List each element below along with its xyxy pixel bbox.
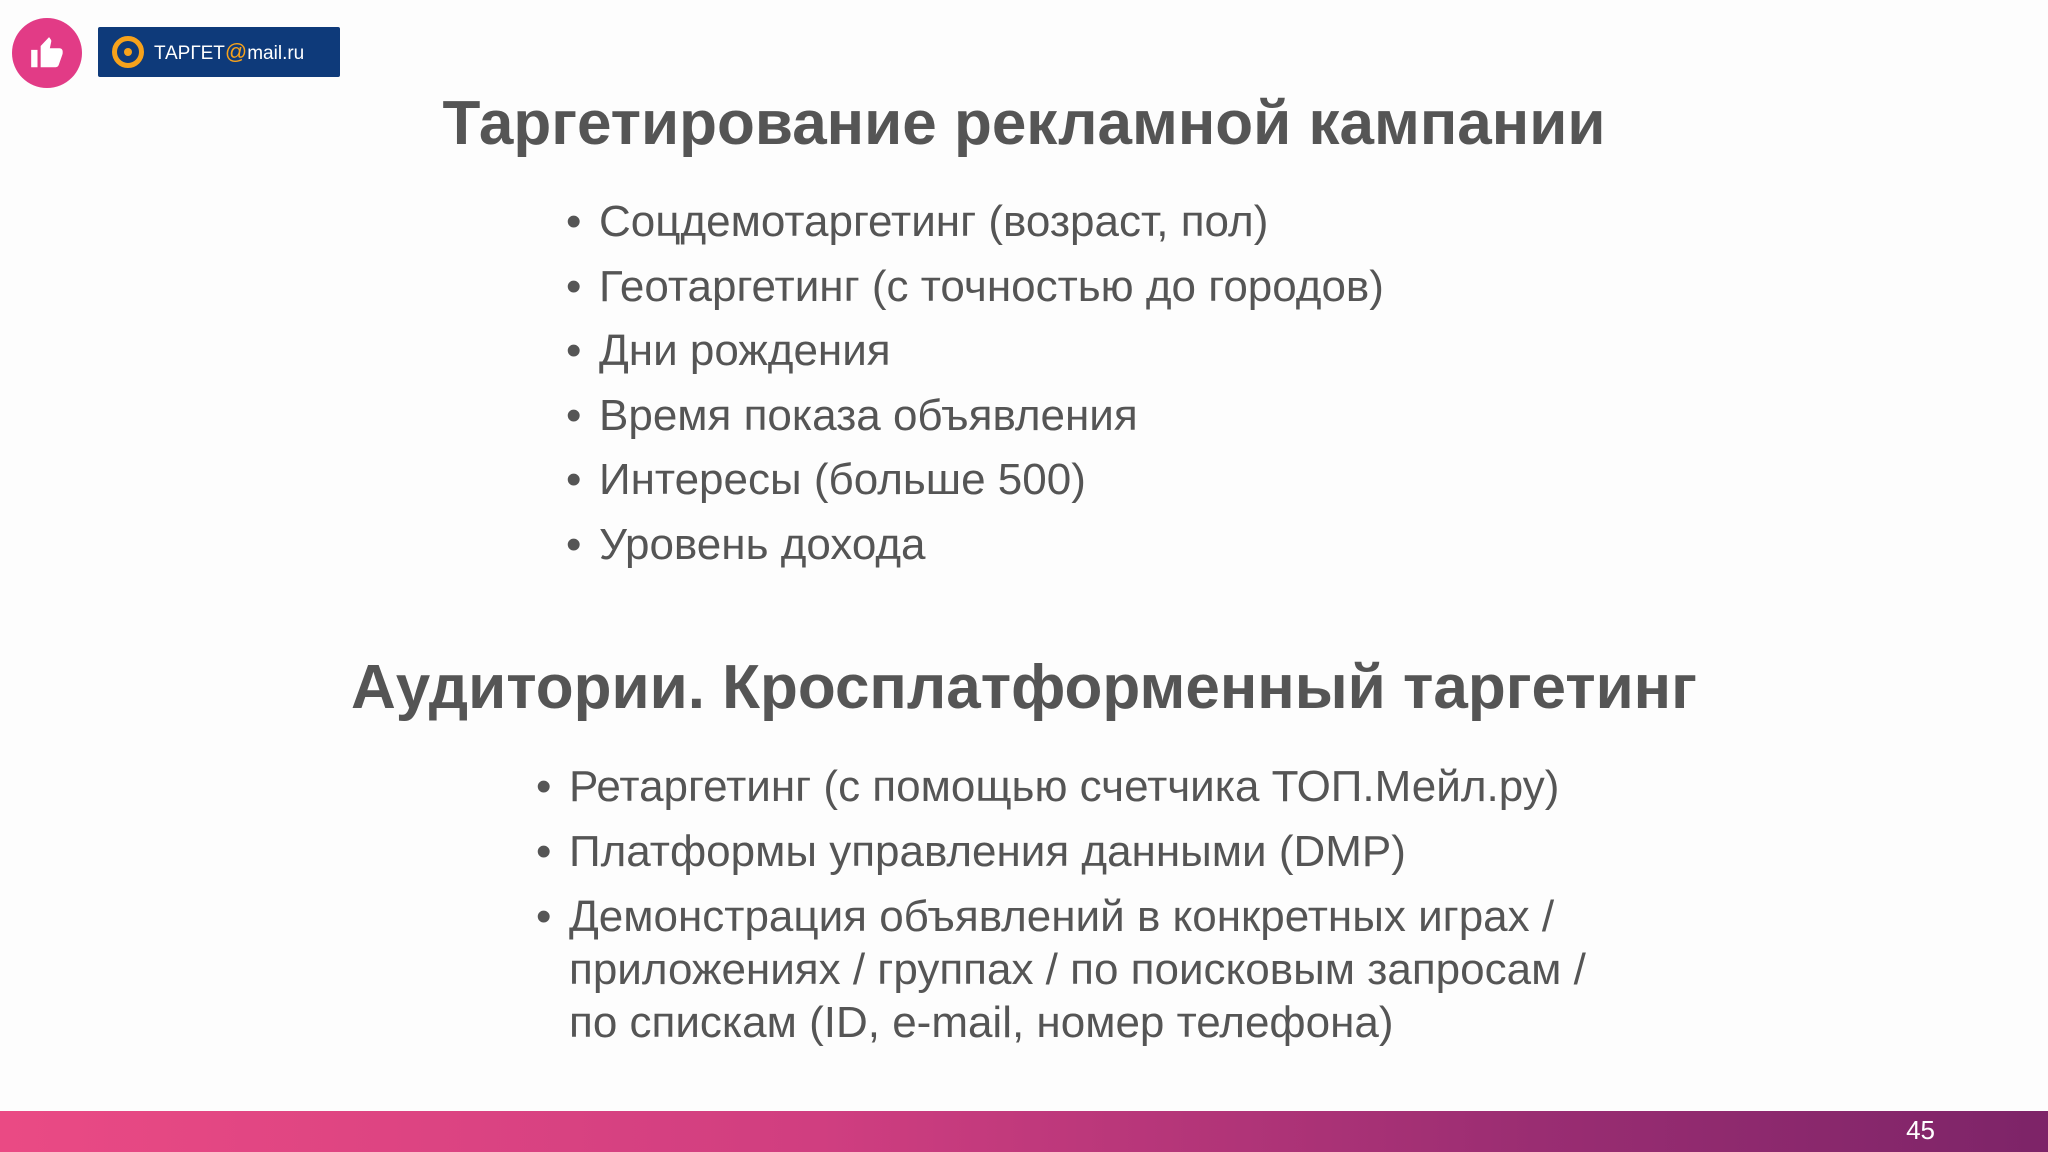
bullet-item: • Ретаргетинг (с помощью счетчика ТОП.Мейл.ру) [536,760,1636,813]
bullet-item: • Дни рождения [566,319,1384,384]
targeting-bullet-list [566,190,1384,577]
section-heading-targeting: Таргетирование рекламной кампании [442,89,1606,158]
footer-bar [0,1111,2048,1152]
bullet-item: • Время показа объявления [566,384,1384,449]
audiences-bullet-list [536,760,1636,1061]
section-heading-audiences: Аудитории. Кросплатформенный таргетинг [351,653,1697,722]
bullet-item: • Уровень дохода [566,513,1384,578]
bullet-item: • Демонстрация объявлений в конкретных играх / приложениях / группах / по поисковым запросам / по спискам (ID, e-mail, номер телефона) [536,890,1636,1049]
target-ring-icon [112,36,144,68]
page-number: 45 [1906,1115,1935,1145]
target-mail-logo-text: ТАРГЕТ@mail.ru [154,39,305,64]
bullet-item: • Интересы (больше 500) [566,448,1384,513]
thumbs-up-icon [28,34,66,72]
bullet-item: • Геотаргетинг (с точностью до городов) [566,255,1384,320]
target-mail-logo [98,27,340,77]
bullet-item: • Платформы управления данными (DMP) [536,825,1636,878]
thumbs-up-logo [12,18,82,88]
bullet-item: • Соцдемотаргетинг (возраст, пол) [566,190,1384,255]
